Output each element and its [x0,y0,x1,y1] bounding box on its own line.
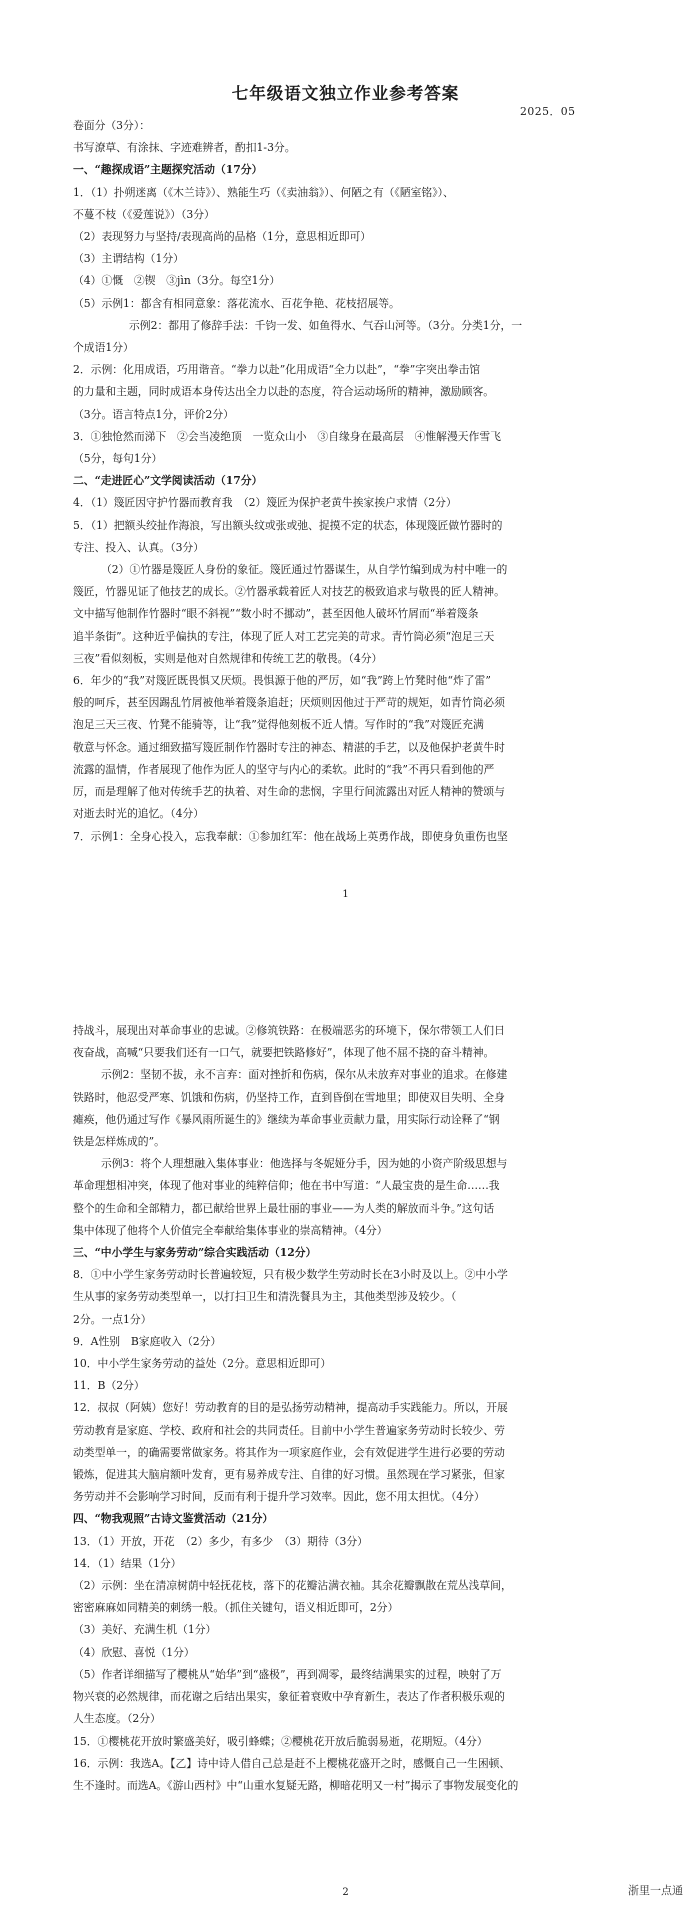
text-line: 整个的生命和全部精力，都已献给世界上最壮丽的事业——为人类的解放而斗争。”这句话 [73,1201,495,1215]
section-heading: 二、“走进匠心”文学阅读活动（17分） [73,474,263,488]
text-line: （2）示例：坐在清凉树荫中轻抚花枝，落下的花瓣沾满衣袖。其余花瓣飘散在荒丛浅草间， [73,1579,512,1593]
text-line: 书写潦草、有涂抹、字迹难辨者，酌扣1-3分。 [73,141,296,155]
text-line: 14．（1）结果（1分） [73,1556,182,1570]
section-heading: 四、“物我观照”古诗文鉴赏活动（21分） [73,1512,274,1526]
text-line: 13．（1）开放，开花 （2）多少，有多少 （3）期待（3分） [73,1534,368,1548]
text-line: 密密麻麻如同精美的刺绣一般。（抓住关键句，语义相近即可，2分） [73,1601,399,1615]
text-line: 革命理想相冲突，体现了他对事业的纯粹信仰；他在书中写道：“人最宝贵的是生命……我 [73,1179,500,1193]
page-2-content [73,1020,643,1797]
text-line: 流露的温情，作者展现了他作为匠人的坚守与内心的柔软。此时的“我”不再只看到他的严 [73,762,495,776]
text-line: （3分。语言特点1分，评价2分） [73,407,234,421]
text-line: （5分，每句1分） [73,452,163,466]
watermark-text: 浙里一点通 [628,1884,683,1897]
text-line: 泡足三天三夜、竹凳不能骑等，让“我”觉得他刻板不近人情。写作时的“我”对篾匠充满 [73,718,484,732]
text-line: 2分。一点1分） [73,1312,152,1326]
text-line: 示例3：将个人理想融入集体事业：他选择与冬妮娅分手，因为她的小资产阶级思想与 [101,1157,508,1171]
text-line: 生不逢时。而选A。《游山西村》中“山重水复疑无路，柳暗花明又一村”揭示了事物发展变化的 [73,1778,519,1792]
text-line: 9．A性别 B家庭收入（2分） [73,1334,222,1348]
text-line: 对逝去时光的追忆。（4分） [73,807,205,821]
text-line: 文中描写他制作竹器时“眼不斜视”“数小时不挪动”，甚至因他人破坏竹屑而“举着篾条 [73,607,479,621]
text-line: 生从事的家务劳动类型单一，以打扫卫生和清洗餐具为主，其他类型涉及较少。（ [73,1290,457,1304]
text-line: 11．B（2分） [73,1379,145,1393]
page-1-content [73,115,643,848]
answer-page-1 [0,0,691,900]
text-line: 5．（1）把额头绞扯作海浪，写出额头纹或张或弛、捉摸不定的状态，体现篾匠做竹器时的 [73,518,503,532]
text-line: 2．示例：化用成语，巧用谐音。“拳力以赴”化用成语“全力以赴”，“拳”字突出拳击馆 [73,363,481,377]
text-line: 不蔓不枝（《爱莲说》）（3分） [73,207,215,221]
text-line: （3）美好、充满生机（1分） [73,1623,217,1637]
text-line: 3．①独怆然而涕下 ②会当凌绝顶 一览众山小 ③自缘身在最高层 ④惟解漫天作雪飞 [73,429,501,443]
text-line: 铁路时，他忍受严寒、饥饿和伤病，仍坚持工作，直到昏倒在雪地里；即使双目失明、全身 [73,1090,505,1104]
text-line: （4）欣慰、喜悦（1分） [73,1645,195,1659]
document-title: 七年级语文独立作业参考答案 [231,84,460,103]
text-line: 人生态度。（2分） [73,1712,161,1726]
document-date: 2025．05 [520,105,576,118]
text-line: 敬意与怀念。通过细致描写篾匠制作竹器时专注的神态、精湛的手艺，以及他保护老黄牛时 [73,740,505,754]
text-line: 持战斗，展现出对革命事业的忠诚。②修筑铁路：在极端恶劣的环境下，保尔带领工人们日 [73,1024,505,1037]
section-heading: 一、“趣探成语”主题探究活动（17分） [73,163,263,177]
text-line: 三夜”看似刻板，实则是他对自然规律和传统工艺的敬畏。（4分） [73,651,383,665]
page-number: 1 [342,889,349,900]
text-line: 示例2：都用了修辞手法：千钧一发、如鱼得水、气吞山河等。（3分。分类1分，一 [129,318,523,332]
text-line: （2）表现努力与坚持/表现高尚的品格（1分，意思相近即可） [73,230,372,244]
text-line: （2）①竹器是篾匠人身份的象征。篾匠通过竹器谋生，从自学竹编到成为村中唯一的 [101,563,508,577]
text-line: 示例2：坚韧不拔，永不言弃：面对挫折和伤病，保尔从未放弃对事业的追求。在修建 [101,1068,508,1082]
text-line: 般的呵斥，甚至因踢乱竹屑被他举着篾条追赶；厌烦则因他过于严苛的规矩，如青竹筒必须 [73,696,505,710]
text-line: （5）示例1：都含有相同意象：落花流水、百花争艳、花枝招展等。 [73,296,400,310]
page-number: 2 [342,1887,349,1898]
text-line: 铁是怎样炼成的”。 [73,1135,165,1149]
text-line: 卷面分（3分）： [73,119,151,132]
section-heading: 三、“中小学生与家务劳动”综合实践活动（12分） [73,1246,317,1260]
answer-page-2 [0,1004,691,1912]
text-line: 12．叔叔（阿姨）您好！劳动教育的目的是弘扬劳动精神，提高动手实践能力。所以，开展 [73,1401,508,1415]
text-line: （3）主谓结构（1分） [73,252,184,266]
text-line: 锻炼，促进其大脑肩额叶发育，更有易养成专注、自律的好习惯。虽然现在学习紧张，但家 [73,1468,505,1482]
text-line: 6．年少的“我”对篾匠既畏惧又厌烦。畏惧源于他的严厉，如“我”跨上竹凳时他“炸了雷” [73,674,491,688]
text-line: 夜奋战，高喊“只要我们还有一口气，就要把铁路修好”，体现了他不屈不挠的奋斗精神。 [73,1046,495,1060]
text-line: 7．示例1：全身心投入，忘我奉献：①参加红军：他在战场上英勇作战，即使身负重伤也坚 [73,829,508,843]
text-line: 1．（1）扑朔迷离（《木兰诗》）、熟能生巧（《卖油翁》）、何陋之有（《陋室铭》）、 [73,185,454,199]
text-line: 物兴衰的必然规律，而花谢之后结出果实，象征着衰败中孕育新生，表达了作者积极乐观的 [73,1690,505,1704]
text-line: 4．（1）篾匠因守护竹器而教育我 （2）篾匠为保护老黄牛挨家挨户求情（2分） [73,496,457,510]
text-line: 专注、投入、认真。（3分） [73,540,205,554]
text-line: 厉，而是理解了他对传统手艺的执着、对生命的悲悯，字里行间流露出对匠人精神的赞颂与 [73,785,505,799]
text-line: 8．①中小学生家务劳动时长普遍较短，只有极少数学生劳动时长在3小时及以上。②中小学 [73,1268,508,1282]
text-line: 动类型单一，的确需要常做家务。将其作为一项家庭作业，会有效促进学生进行必要的劳动 [73,1445,505,1459]
text-line: 16．示例：我选A。【乙】诗中诗人借自己总是赶不上樱桃花盛开之时，感慨自己一生困顿、 [73,1756,511,1770]
text-line: 集中体现了他将个人价值完全奉献给集体事业的崇高精神。（4分） [73,1223,388,1237]
text-line: 劳动教育是家庭、学校、政府和社会的共同责任。目前中小学生普遍家务劳动时长较少、劳 [73,1423,505,1437]
text-line: 追半条街”。这种近乎偏执的专注，体现了匠人对工艺完美的苛求。青竹筒必须“泡足三天 [73,629,495,643]
text-line: 10．中小学生家务劳动的益处（2分。意思相近即可） [73,1357,332,1371]
text-line: （4）①慨 ②锲 ③jìn（3分。每空1分） [73,274,281,288]
text-line: 务劳动并不会影响学习时间，反而有利于提升学习效率。因此，您不用太担忧。（4分） [73,1490,485,1504]
text-line: （5）作者详细描写了樱桃从“始华”到“盛极”，再到凋零，最终结满果实的过程，映射了万 [73,1667,502,1681]
text-line: 篾匠，竹器见证了他技艺的成长。②竹器承载着匠人对技艺的极致追求与敬畏的匠人精神。 [73,585,505,599]
text-line: 15．①樱桃花开放时繁盛美好，吸引蜂蝶；②樱桃花开放后脆弱易逝，花期短。（4分） [73,1734,488,1748]
text-line: 瘫痪，他仍通过写作《暴风雨所诞生的》继续为革命事业贡献力量，用实际行动诠释了“钢 [73,1112,500,1126]
text-line: 个成语1分） [73,341,134,355]
text-line: 的力量和主题，同时成语本身传达出全力以赴的态度，符合运动场所的精神，激励顾客。 [73,385,495,399]
